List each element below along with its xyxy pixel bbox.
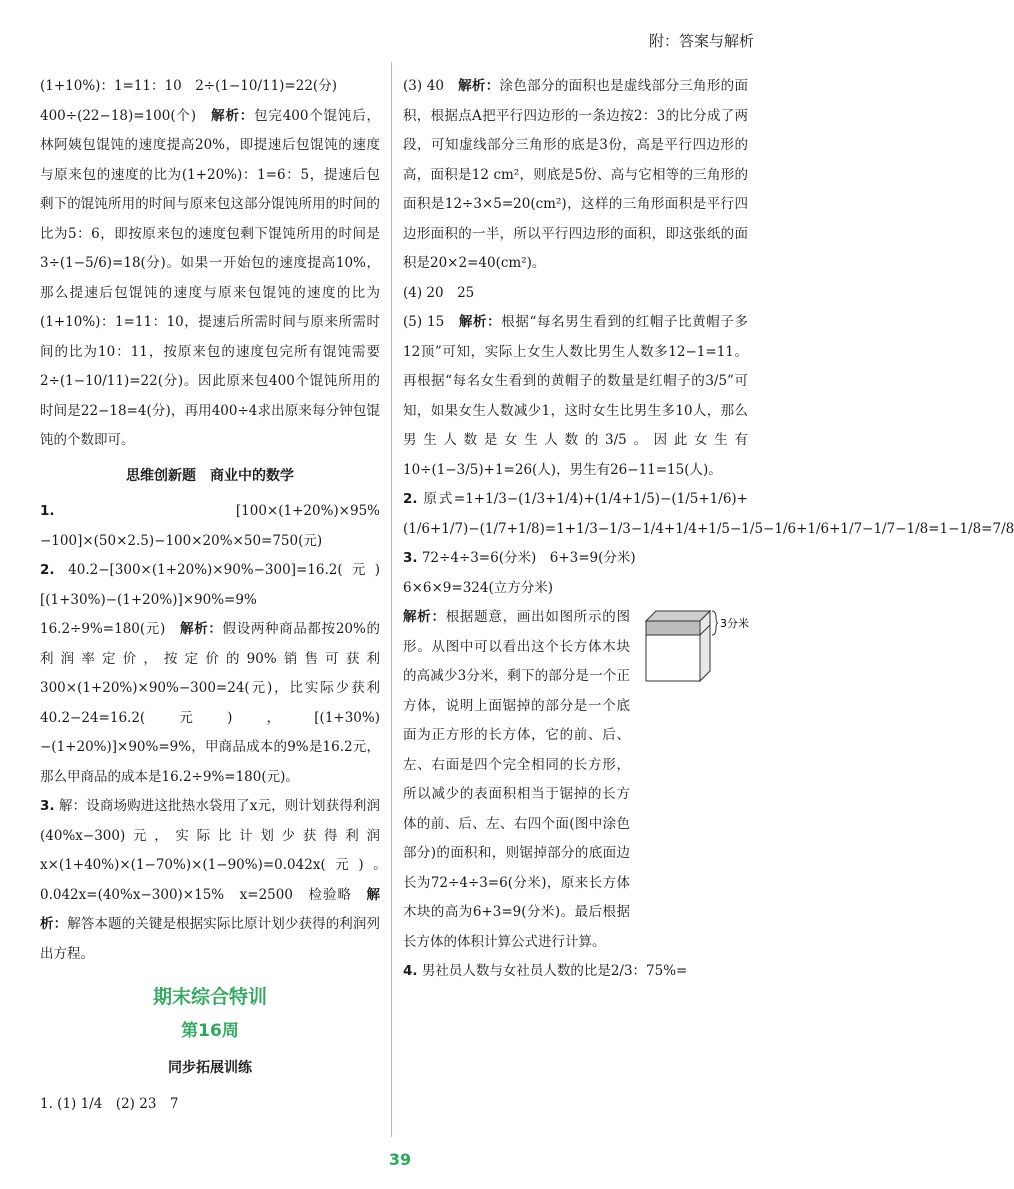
analysis-label: 解析： <box>458 314 502 330</box>
analysis-text: 涂色部分的面积也是虚线部分三角形的面积，根据点A把平行四边形的一条边按2：3的比分成了两段，可知虚线部分三角形的底是3份，高是平行四边形的高，面积是12 cm²，则底是5份、高与它相等的三角形的面积是12÷3×5=20(cm²)，这样的三角形面积是平行四边形面积的一半，所以平行四边形的面积，即这张纸的面积是20×2=40(cm²)。 <box>403 78 749 271</box>
question-text: 解：设商场购进这批热水袋用了x元，则计划获得利润(40%x−300)元，实际比计划少获得利润x×(1+40%)×(1−70%)×(1−90%)=0.042x(元)。 0.042x=(40%x−300)×15% x=2500 检验略 <box>40 798 394 903</box>
week-title: 第16周 <box>181 1020 239 1041</box>
answer-text: (3) 40 <box>403 78 459 94</box>
analysis-label: 解析： <box>458 78 500 94</box>
answer-line: 1. (1) 1/4 (2) 23 7 <box>40 1095 179 1112</box>
answer-line: (1+10%)：1=11：10 2÷(1−10/11)=22(分) <box>40 78 337 94</box>
analysis-label: 解析： <box>180 621 223 637</box>
analysis-label: 解析： <box>403 609 446 625</box>
question-number: 4. <box>403 963 418 979</box>
answer-text: (5) 15 <box>403 314 459 330</box>
question-3 <box>403 544 748 574</box>
answer-line: 6×6×9=324(立方分米) <box>403 579 554 596</box>
question-3 <box>40 792 394 969</box>
section-title: 同步拓展训练 <box>168 1060 252 1076</box>
question-2 <box>40 556 394 792</box>
question-1 <box>40 497 380 556</box>
question-2 <box>403 485 1014 544</box>
question-text: 40.2−[300×(1+20%)×90%−300]=16.2(元) [(1+30%)−(1+20%)]×90%=9% 16.2÷9%=180(元) <box>40 562 394 637</box>
question-text: 原式=1+1/3−(1/3+1/4)+(1/4+1/5)−(1/5+1/6)+(1/6+1/7)−(1/7+1/8)=1+1/3−1/3−1/4+1/4+1/5−1/5−1/6+1/6+1/7−1/7−1/8=1−1/8=7/8 <box>403 491 1014 537</box>
analysis-text: 根据“每名男生看到的红帽子比黄帽子多12顶”可知，实际上女生人数比男生人数多12−1=11。再根据“每名女生看到的黄帽子的数量是红帽子的3/5”可知，如果女生人数减少1，这时女生比男生多10人，那么男生人数是女生人数的3/5。因此女生有10÷(1−3/5)+1=26(人)，男生有26−11=15(人)。 <box>403 314 748 478</box>
question-text: 72÷4÷3=6(分米) 6+3=9(分米) <box>421 550 636 566</box>
figure-label: 3分米 <box>720 617 749 630</box>
question-text: 男社员人数与女社员人数的比是2/3：75%= <box>421 963 688 979</box>
analysis-text: 根据题意，画出如图所示的图形。从图中可以看出这个长方体木块的高减少3分米，剩下的部分是一个正方体，说明上面锯掉的部分是一个底面为正方形的长方体，它的前、后、左、右面是四个完全相同的长方形，所以减少的表面积相当于锯掉的长方体的前、后、左、右四个面(图中涂色部分)的面积和，则锯掉部分的底面边长为72÷4÷3=6(分米)，原来长方体木块的高为6+3=9(分米)。最后根据长方体的体积计算公式进行计算。 <box>403 609 631 950</box>
left-column <box>40 72 394 1119</box>
answer-paragraph <box>403 308 748 485</box>
question-4 <box>403 957 748 987</box>
question-number: 3. <box>40 798 55 814</box>
page-number: 39 <box>388 1150 412 1169</box>
analysis-text: 解答本题的关键是根据实际比原计划少获得的利润列出方程。 <box>40 916 381 962</box>
question-text: [100×(1+20%)×95%−100]×(50×2.5)−100×20%×50=750(元) <box>40 503 380 549</box>
figure-row <box>403 603 748 957</box>
cuboid-figure <box>638 607 748 687</box>
answer-text: 400÷(22−18)=100(个) <box>40 107 212 124</box>
analysis-text: 假设两种商品都按20%的利润率定价，按定价的90%销售可获利300×(1+20%)×90%−300=24(元)，比实际少获利40.2−24=16.2(元)，[(1+30%)−(1+20%)]×90%=9%，甲商品成本的9%是16.2元，那么甲商品的成本是16.2÷9%=180(元)。 <box>40 621 380 785</box>
page-header: 附：答案与解析 <box>648 32 754 50</box>
question-number: 2. <box>40 562 55 578</box>
section-title: 思维创新题 商业中的数学 <box>126 467 294 484</box>
question-number: 3. <box>403 550 418 566</box>
analysis-label: 解析： <box>40 886 380 932</box>
answer-paragraph <box>403 72 748 279</box>
chapter-title: 期末综合特训 <box>152 986 267 1008</box>
answer-paragraph <box>40 102 380 456</box>
right-column <box>403 72 1014 987</box>
answer-line: (4) 20 25 <box>403 284 475 301</box>
question-number: 2. <box>403 491 418 507</box>
analysis-text: 包完400个馄饨后，林阿姨包馄饨的速度提高20%，即提速后包馄饨的速度与原来包的速度的比为(1+20%)：1=6：5，提速后包剩下的馄饨所用的时间与原来包这部分馄饨所用的时间的比为5：6，即按原来包的速度包剩下馄饨所用的时间是3÷(1−5/6)=18(分)。如果一开始包的速度提高10%，那么提速后包馄饨的速度与原来包馄饨的速度的比为(1+10%)：1=11：10，提速后所需时间与原来所需时间的比为10：11，按原来包的速度包完所有馄饨需要2÷(1−10/11)=22(分)。因此原来包400个馄饨所用的时间是22−18=4(分)，再用400÷4求出原来每分钟包馄饨的个数即可。 <box>40 107 381 448</box>
column-divider <box>391 62 392 1137</box>
question-number: 1. <box>40 503 55 519</box>
analysis-label: 解析： <box>211 107 255 124</box>
